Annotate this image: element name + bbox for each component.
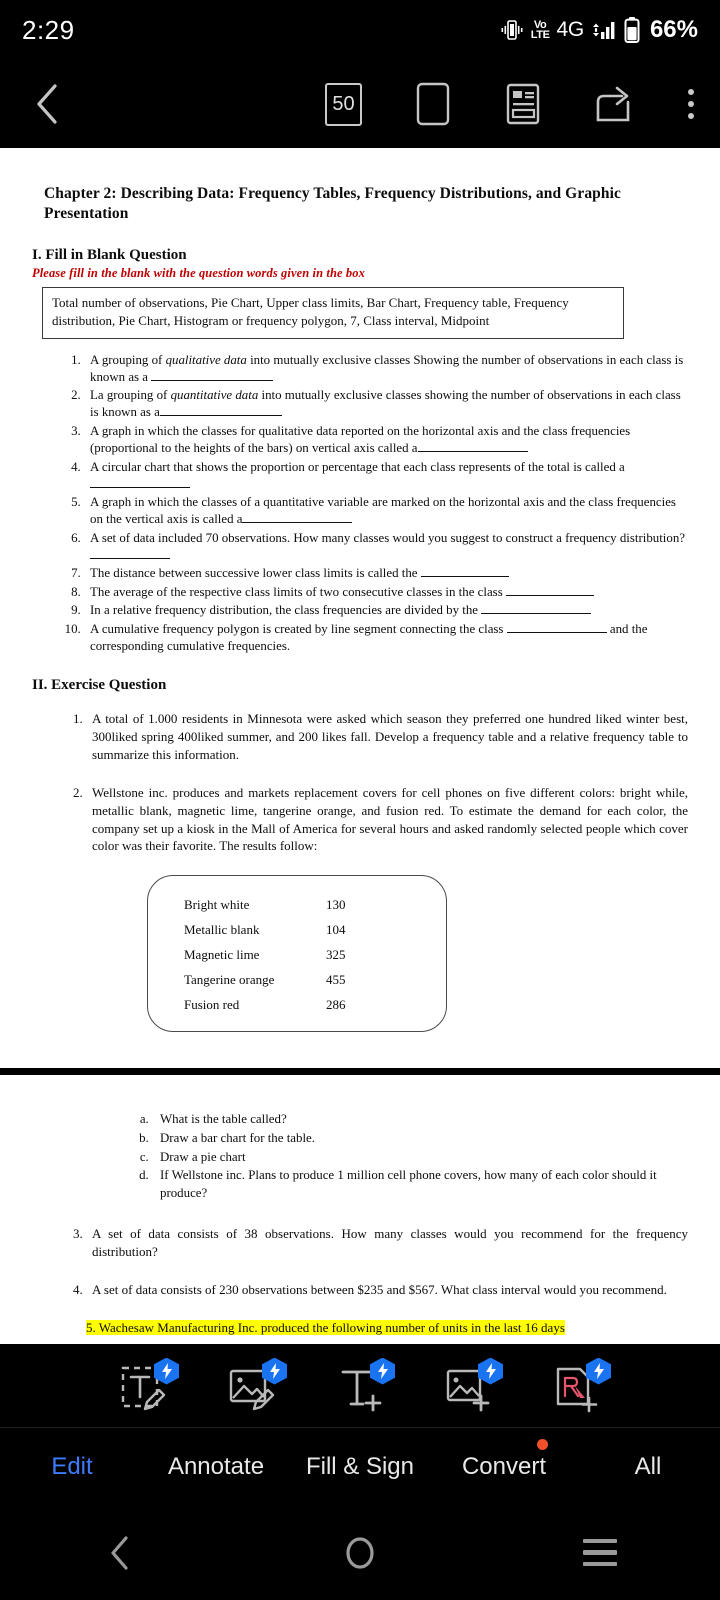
results-data-table [147,875,447,1032]
color-count: 325 [326,946,346,962]
list-item: 3. A set of data consists of 38 observations. How many classes would you recommend for the frequency distribution? [86,1225,688,1261]
back-button[interactable] [0,80,96,128]
bottom-tab-bar [0,1427,720,1505]
document-page-1 [0,148,720,1068]
more-options-button[interactable] [688,89,694,119]
color-label: Tangerine orange [184,971,275,987]
tab-fill-and-sign[interactable]: Fill & Sign [305,1452,415,1480]
table-row [148,992,446,1017]
sub-question-list [152,1111,688,1203]
section-1-heading: I. Fill in Blank Question [32,246,187,263]
tab-convert-label: Convert [461,1452,547,1480]
more-options-icon [688,89,694,119]
battery-percent-label: 66% [649,16,698,43]
list-item: 6. A set of data included 70 observations. How many classes would you suggest to construct a frequency distribution? [84,530,688,564]
hamburger-recents-icon [583,1539,617,1567]
answer-blank[interactable] [90,558,170,559]
answer-blank[interactable] [481,613,591,614]
table-row [148,917,446,942]
color-count: 286 [326,996,346,1012]
page-count-badge[interactable] [325,83,362,126]
list-item: 4. A set of data consists of 230 observations between $235 and $567. What class interval would you recommend. [86,1281,688,1299]
section-1-instruction: Please fill in the blank with the question words given in the box [32,265,365,280]
network-type-label: 4G [556,18,584,41]
circle-home-icon [341,1531,379,1575]
toolbar-icon-group [325,81,720,127]
fill-in-blank-list [84,352,688,655]
app-top-toolbar [0,60,720,148]
status-indicators [500,16,698,44]
answer-blank[interactable] [242,522,352,523]
tab-convert[interactable] [432,1453,576,1481]
color-count: 104 [326,921,346,937]
color-label: Fusion red [184,996,240,1012]
tab-all[interactable]: All [634,1452,662,1480]
list-item: 8. The average of the respective class limits of two consecutive classes in the class [84,584,688,601]
answer-blank[interactable] [421,576,509,577]
answer-blank[interactable] [418,451,528,452]
answer-blank[interactable] [160,415,282,416]
nav-back-button[interactable] [60,1530,180,1576]
add-signature-tool[interactable] [545,1360,607,1418]
list-item: 9. In a relative frequency distribution, the class frequencies are divided by the [84,602,688,619]
fit-page-button[interactable] [414,81,452,127]
table-row [148,892,446,917]
tab-annotate[interactable]: Annotate [167,1452,265,1480]
list-item: 3. A graph in which the classes for qualitative data reported on the horizontal axis and the class frequencies (proportional to the heights of the bars) on vertical axis called a [84,423,688,457]
document-page-2 [0,1111,720,1337]
tab-edit[interactable]: Edit [51,1452,93,1480]
color-count: 130 [326,896,346,912]
list-item: 5. A graph in which the classes of a quantitative variable are marked on the horizontal axis and the class frequencies on the vertical axis is called a [84,494,688,528]
battery-icon [624,17,640,43]
color-label: Metallic blank [184,921,260,937]
android-nav-bar [0,1505,720,1600]
share-icon [594,82,636,126]
list-item: 7. The distance between successive lower class limits is called the [84,565,688,582]
table-row [148,942,446,967]
exercise-list-continued [86,1225,688,1299]
color-count: 455 [326,971,346,987]
chevron-left-icon [32,80,64,128]
list-item: 1. A total of 1.000 residents in Minnesota were asked which season they preferred one hundred liked winter best, 300liked spring 400liked summer, and 200 likes fall. Develop a frequency table and a relative frequency table to summarize this information. [86,710,688,764]
fit-page-icon [414,81,452,127]
nav-home-button[interactable] [300,1531,420,1575]
add-image-tool[interactable] [437,1360,499,1418]
color-label: Bright white [184,896,250,912]
exercise-list [86,710,688,856]
word-bank-box: Total number of observations, Pie Chart, Upper class limits, Bar Chart, Frequency table, Frequency distribution, Pie Chart, Histogram or frequency polygon, 7, Class interval, Midpoint [42,287,624,339]
list-item: c. Draw a pie chart [152,1149,688,1167]
notification-dot [537,1439,548,1450]
share-button[interactable] [594,82,636,126]
volte-icon: Vo LTE [530,18,550,41]
page-number-label: 50 [325,83,362,126]
list-item: b. Draw a bar chart for the table. [152,1130,688,1148]
list-item: a. What is the table called? [152,1111,688,1129]
answer-blank[interactable] [506,595,594,596]
outline-button[interactable] [504,82,542,126]
answer-blank[interactable] [507,632,607,633]
answer-blank[interactable] [90,487,190,488]
answer-blank[interactable] [151,380,273,381]
add-text-tool[interactable] [329,1360,391,1418]
page-title: Chapter 2: Describing Data: Frequency Tables, Frequency Distributions, and Graphic Presentation [44,185,621,223]
document-viewer[interactable] [0,148,720,1344]
page-break-divider [0,1068,720,1075]
vibrate-icon [500,19,524,41]
table-row [148,967,446,992]
status-bar [0,0,720,60]
nav-recents-button[interactable] [540,1539,660,1567]
edit-text-box-tool[interactable] [113,1360,175,1418]
list-item: 4. A circular chart that shows the proportion or percentage that each class represents of the total is called a [84,459,688,493]
color-label: Magnetic lime [184,946,260,962]
list-item: 2. La grouping of quantitative data into mutually exclusive classes showing the number of observations in each class is known as a [84,387,688,421]
edit-image-tool[interactable] [221,1360,283,1418]
signal-bars-icon [591,19,617,41]
section-2-heading: II. Exercise Question [32,676,167,693]
list-item: 2. Wellstone inc. produces and markets replacement covers for cell phones on five different colors: bright while, metallic blank, magnetic lime, tangerine orange, and fusion red. To estimate the demand for each color, the company set up a kiosk in the Mall of America for several hours and asked randomly selected people which cover color was their favorite. The results follow: [86,784,688,856]
highlighted-exercise-5 [86,1319,688,1337]
list-item: 10. A cumulative frequency polygon is created by line segment connecting the class and the corresponding cumulative frequencies. [84,621,688,655]
status-clock: 2:29 [22,14,75,45]
outline-icon [504,82,542,126]
list-item: 1. A grouping of qualitative data into mutually exclusive classes Showing the number of observations in each class is known as a [84,352,688,386]
chevron-left-icon [103,1530,137,1576]
edit-tools-toolbar [0,1344,720,1427]
list-item: d. If Wellstone inc. Plans to produce 1 million cell phone covers, how many of each color should it produce? [152,1167,688,1203]
highlight-text: 5. Wachesaw Manufacturing Inc. produced the following number of units in the last 16 days [86,1319,565,1335]
